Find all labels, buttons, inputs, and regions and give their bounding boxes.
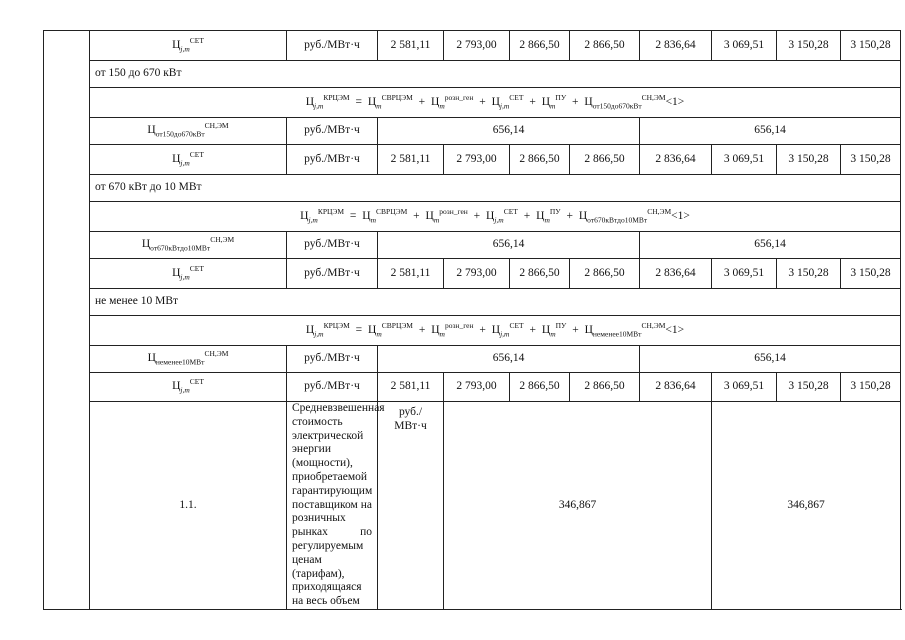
blank-number-cell xyxy=(44,31,90,610)
unit-cell: руб./МВт·ч xyxy=(287,259,378,289)
value-cell: 3 069,51 xyxy=(712,145,777,175)
formula-cell: $Ц_{j,m}^{КРЦЭМ} = Ц_m^{СВРЦЭМ} + Ц_m^{розн\_ген} + Ц_{j,m}^{СЕТ} + Ц_m^{ПУ} + Ц_{от670кВтдо10МВт}^{СН,ЭМ}<1>$ xyxy=(90,202,901,232)
value-cell: 3 069,51 xyxy=(712,31,777,61)
tariff-table xyxy=(43,30,901,610)
unit-cell: руб./МВт·ч xyxy=(287,232,378,259)
value-cell: 346,867 xyxy=(712,402,901,610)
value-cell: 2 866,50 xyxy=(570,259,640,289)
value-cell: 3 150,28 xyxy=(841,145,901,175)
value-cell: 2 793,00 xyxy=(444,259,510,289)
unit-cell: руб./МВт·ч xyxy=(378,402,444,610)
value-cell: 2 866,50 xyxy=(510,31,570,61)
row-label-set: $Ц_{j,m}^{СЕТ}$ xyxy=(90,259,287,289)
value-cell: 2 866,50 xyxy=(570,145,640,175)
value-cell: 2 836,64 xyxy=(640,145,712,175)
value-cell: 2 836,64 xyxy=(640,259,712,289)
value-cell: 656,14 xyxy=(378,118,640,145)
value-cell: 656,14 xyxy=(640,232,901,259)
value-cell: 3 150,28 xyxy=(841,259,901,289)
section-row-10 xyxy=(44,289,901,316)
value-cell: 656,14 xyxy=(378,232,640,259)
value-cell: 2 866,50 xyxy=(510,259,570,289)
value-cell: 3 150,28 xyxy=(841,373,901,402)
value-cell: 3 069,51 xyxy=(712,259,777,289)
unit-cell: руб./МВт·ч xyxy=(287,31,378,61)
section-title: не менее 10 МВт xyxy=(90,289,901,316)
row-label-set: $Ц_{j,m}^{СЕТ}$ xyxy=(90,373,287,402)
table-row-set-10 xyxy=(44,373,901,402)
section-title: от 670 кВт до 10 МВт xyxy=(90,175,901,202)
row-label-sn: $Ц_{от150до670кВт}^{СН,ЭМ}$ xyxy=(90,118,287,145)
value-cell: 2 793,00 xyxy=(444,373,510,402)
unit-cell: руб./МВт·ч xyxy=(287,346,378,373)
unit-cell: руб./МВт·ч xyxy=(287,145,378,175)
value-cell: 656,14 xyxy=(640,346,901,373)
unit-cell: руб./МВт·ч xyxy=(287,118,378,145)
row-label-sn: $Ц_{от670кВтдо10МВт}^{СН,ЭМ}$ xyxy=(90,232,287,259)
unit-cell: руб./МВт·ч xyxy=(287,373,378,402)
row-label-set: $Ц_{j,m}^{СЕТ}$ xyxy=(90,31,287,61)
value-cell: 2 793,00 xyxy=(444,31,510,61)
value-cell: 3 150,28 xyxy=(777,259,841,289)
row-number: 1.1. xyxy=(90,402,287,610)
value-cell: 2 866,50 xyxy=(510,145,570,175)
section-row-150-670 xyxy=(44,61,901,88)
table-row-sn-10 xyxy=(44,346,901,373)
formula-row-150-670 xyxy=(44,88,901,118)
row-description: Средневзвешенная стоимость электрической энергии (мощности), приобретаемой гарантирующим поставщиком на розничных рынках по регулируемым ценам (тарифам), приходящаяся на весь объем xyxy=(287,402,378,610)
value-cell: 2 581,11 xyxy=(378,145,444,175)
value-cell: 2 866,50 xyxy=(570,31,640,61)
formula-row-670-10 xyxy=(44,202,901,232)
value-cell: 2 866,50 xyxy=(510,373,570,402)
value-cell: 3 150,28 xyxy=(777,373,841,402)
row-label-set: $Ц_{j,m}^{СЕТ}$ xyxy=(90,145,287,175)
table-row-sn-670-10 xyxy=(44,232,901,259)
value-cell: 2 866,50 xyxy=(570,373,640,402)
value-cell: 3 150,28 xyxy=(841,31,901,61)
section-row-670-10 xyxy=(44,175,901,202)
value-cell: 3 150,28 xyxy=(777,31,841,61)
value-cell: 656,14 xyxy=(640,118,901,145)
section-title: от 150 до 670 кВт xyxy=(90,61,901,88)
table-row-set-0 xyxy=(44,31,901,61)
value-cell: 346,867 xyxy=(444,402,712,610)
value-cell: 2 836,64 xyxy=(640,31,712,61)
value-cell: 3 150,28 xyxy=(777,145,841,175)
value-cell: 3 069,51 xyxy=(712,373,777,402)
value-cell: 2 581,11 xyxy=(378,31,444,61)
value-cell: 656,14 xyxy=(378,346,640,373)
row-label-sn: $Ц_{неменее10МВт}^{СН,ЭМ}$ xyxy=(90,346,287,373)
table-row-1-1 xyxy=(44,402,901,610)
value-cell: 2 581,11 xyxy=(378,259,444,289)
table-row-set-150-670 xyxy=(44,145,901,175)
table-row-sn-150-670 xyxy=(44,118,901,145)
value-cell: 2 581,11 xyxy=(378,373,444,402)
table-row-set-670-10 xyxy=(44,259,901,289)
formula-row-10 xyxy=(44,316,901,346)
formula-cell: $Ц_{j,m}^{КРЦЭМ} = Ц_m^{СВРЦЭМ} + Ц_m^{розн\_ген} + Ц_{j,m}^{СЕТ} + Ц_m^{ПУ} + Ц_{неменее10МВт}^{СН,ЭМ}<1>$ xyxy=(90,316,901,346)
value-cell: 2 793,00 xyxy=(444,145,510,175)
value-cell: 2 836,64 xyxy=(640,373,712,402)
formula-cell: $Ц_{j,m}^{КРЦЭМ} = Ц_m^{СВРЦЭМ} + Ц_m^{розн\_ген} + Ц_{j,m}^{СЕТ} + Ц_m^{ПУ} + Ц_{от150до670кВт}^{СН,ЭМ}<1>$ xyxy=(90,88,901,118)
